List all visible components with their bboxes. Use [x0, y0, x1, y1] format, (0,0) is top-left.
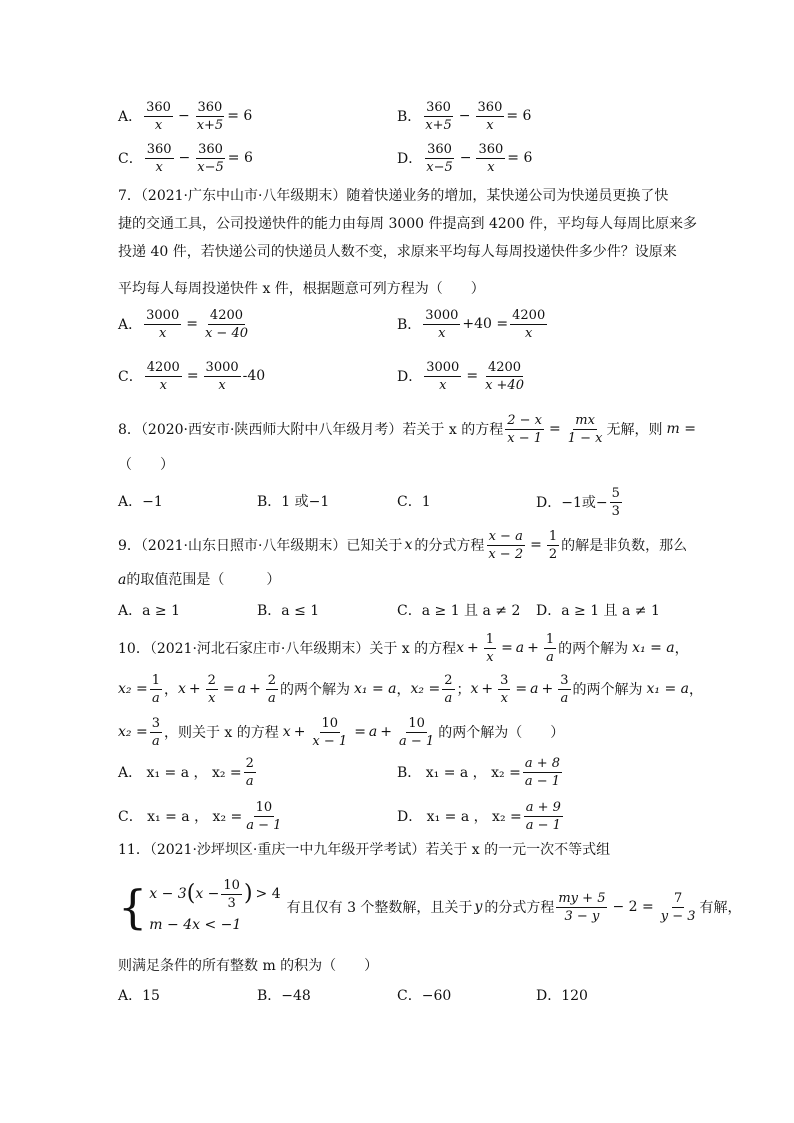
- fraction: $\frac{360}{x-5}$: [197, 141, 224, 175]
- q9-option-d: D．a ≥ 1 且 a ≠ 1: [536, 603, 660, 619]
- fraction: $\frac{360}{x}$: [146, 99, 171, 133]
- fraction: $\frac{360}{x+5}$: [196, 99, 224, 133]
- fraction: $\frac{4200}{x}$: [512, 307, 546, 341]
- q9-stem-line-2: a的取值范围是（ ）: [118, 572, 281, 588]
- option-label: A．: [118, 109, 143, 125]
- q9-option-a: A．a ≥ 1: [118, 603, 180, 619]
- q11-option-b: B．−48: [257, 988, 311, 1004]
- fraction: $\frac{4200}{x +40}$: [485, 359, 524, 393]
- fraction: $\frac{1}{a}$: [545, 631, 555, 665]
- q9-option-c: C．a ≥ 1 且 a ≠ 2: [397, 603, 521, 619]
- q11-stem-line-3: 则满足条件的所有整数 m 的积为（ ）: [118, 958, 379, 974]
- fraction: $\frac{4200}{x - 40}$: [204, 307, 248, 341]
- q6-option-c: C． $\frac{360}{x}$ − $\frac{360}{x-5}$ = 6: [118, 141, 253, 175]
- q10-stem-line-3: x₂ = $\frac{3}{a}$ ，则关于 x 的方程 x + $\frac{10}{x - 1}$ = a + $\frac{10}{a - 1}$ 的两个解为（ ）: [118, 715, 565, 749]
- q11-option-c: C．−60: [397, 988, 452, 1004]
- fraction: $\frac{2 - x}{x - 1}$: [507, 412, 542, 446]
- fraction: $\frac{10}{a - 1}$: [246, 799, 282, 833]
- q7-option-d: D． $\frac{3000}{x}$ = $\frac{4200}{x +40}$: [397, 359, 524, 393]
- fraction: $\frac{10}{3}$: [223, 877, 240, 911]
- fraction: $\frac{5}{3}$: [611, 485, 620, 519]
- q7-stem-line: 投递 40 件，若快递公司的快递员人数不变，求原来平均每人每周投递快件多少件？设原来: [118, 244, 677, 260]
- q10-option-a: A． x₁ = a ， x₂ = $\frac{2}{a}$: [118, 755, 254, 789]
- q11-option-a: A．15: [118, 988, 160, 1004]
- q8-option-d: D．−1或− $\frac{5}{3}$: [536, 485, 620, 519]
- fraction: $\frac{a + 9}{a - 1}$: [525, 799, 561, 833]
- q11-stem-line-1: 11．（2021·沙坪坝区·重庆一中九年级开学考试）若关于 x 的一元一次不等式组: [118, 842, 611, 858]
- fraction: $\frac{3000}{x}$: [205, 359, 239, 393]
- q8-option-c: C．1: [397, 494, 431, 510]
- fraction: $\frac{4200}{x}$: [146, 359, 180, 393]
- fraction: $\frac{2}{a}$: [267, 672, 277, 706]
- fraction: $\frac{2}{a}$: [245, 755, 254, 789]
- inequality-system: x − 3 ( x − $\frac{10}{3}$ ) > 4 m − 4x < −1: [149, 877, 281, 933]
- q9-option-b: B．a ≤ 1: [257, 603, 320, 619]
- q7-stem-line: 捷的交通工具，公司投递快件的能力由每周 3000 件提高到 4200 件，平均每人每周比原来多: [118, 216, 698, 232]
- q11-option-d: D．120: [536, 988, 588, 1004]
- option-label: C．: [118, 151, 143, 167]
- fraction: $\frac{360}{x}$: [146, 141, 172, 175]
- q8-stem: 8．（2020·西安市·陕西师大附中八年级月考）若关于 x 的方程 $\frac{2 - x}{x - 1}$ = $\frac{mx}{1 - x}$ 无解，则 m =: [118, 412, 696, 446]
- q10-option-d: D． x₁ = a ， x₂ = $\frac{a + 9}{a - 1}$: [397, 799, 561, 833]
- fraction: $\frac{360}{x-5}$: [426, 141, 453, 175]
- q7-option-b: B． $\frac{3000}{x}$ +40 = $\frac{4200}{x}$: [397, 307, 546, 341]
- q6-option-d: D． $\frac{360}{x-5}$ − $\frac{360}{x}$ = 6: [397, 141, 533, 175]
- fraction: $\frac{2}{a}$: [444, 672, 453, 706]
- fraction: $\frac{x - a}{x - 2}$: [488, 528, 524, 562]
- q8-answer-blank: （ ）: [118, 457, 174, 473]
- q7-option-a: A． $\frac{3000}{x}$ = $\frac{4200}{x - 40}$: [118, 307, 248, 341]
- fraction: $\frac{3000}{x}$: [425, 307, 459, 341]
- fraction: $\frac{360}{x}$: [478, 141, 504, 175]
- q10-stem-line-2: x₂ = $\frac{1}{a}$ ， x + $\frac{2}{x}$ = a + $\frac{2}{a}$ 的两个解为 x₁ = a ， x₂ = $\frac{2}{a}$ ； x + $\frac{3}{x}$ = a + $\frac{3}{a}$ 的两个解为 x₁ = a ，: [118, 672, 704, 706]
- fraction: $\frac{my + 5}{3 - y}$: [558, 890, 606, 924]
- q7-stem-line: 7．（2021·广东中山市·八年级期末）随着快递业务的增加，某快递公司为快递员更换了快: [118, 188, 669, 204]
- fraction: $\frac{1}{a}$: [151, 672, 160, 706]
- fraction: $\frac{2}{x}$: [207, 672, 216, 706]
- fraction: $\frac{1}{2}$: [548, 528, 558, 562]
- fraction: $\frac{10}{a - 1}$: [399, 715, 435, 749]
- fraction: $\frac{360}{x+5}$: [425, 99, 452, 133]
- q11-stem-line-2: { x − 3 ( x − $\frac{10}{3}$ ) > 4 m − 4x < −1 有且仅有 3 个整数解，且关于 y 的分式方程 $\frac{my + 5}{3 - y}$ − 2 = $\frac{7}{y - 3}$ 有解，: [118, 876, 742, 938]
- option-label: D．: [397, 151, 423, 167]
- fraction: $\frac{3}{a}$: [560, 672, 569, 706]
- fraction: $\frac{a + 8}{a - 1}$: [524, 755, 560, 789]
- fraction: $\frac{3}{x}$: [500, 672, 509, 706]
- q7-stem-line: 平均每人每周投递快件 x 件，根据题意可列方程为（ ）: [118, 281, 485, 297]
- fraction: $\frac{3000}{x}$: [146, 307, 180, 341]
- q7-option-c: C． $\frac{4200}{x}$ = $\frac{3000}{x}$ -40: [118, 359, 266, 393]
- q6-option-b: B． $\frac{360}{x+5}$ − $\frac{360}{x}$ = 6: [397, 99, 532, 133]
- q6-option-a: A． $\frac{360}{x}$ − $\frac{360}{x+5}$ = 6: [118, 99, 253, 133]
- q10-option-c: C． x₁ = a ， x₂ = $\frac{10}{a - 1}$: [118, 799, 282, 833]
- option-label: B．: [397, 109, 422, 125]
- fraction: $\frac{1}{x}$: [485, 631, 495, 665]
- fraction: $\frac{3000}{x}$: [426, 359, 460, 393]
- q8-option-b: B．1 或−1: [257, 494, 330, 510]
- fraction: $\frac{7}{y - 3}$: [660, 890, 696, 924]
- q10-option-b: B． x₁ = a ， x₂ = $\frac{a + 8}{a - 1}$: [397, 755, 560, 789]
- brace: {: [118, 880, 148, 934]
- q8-option-a: A．−1: [118, 494, 163, 510]
- fraction: $\frac{10}{x - 1}$: [312, 715, 348, 749]
- q9-stem: 9．（2021·山东日照市·八年级期末）已知关于 x 的分式方程 $\frac{x - a}{x - 2}$ = $\frac{1}{2}$ 的解是非负数，那么: [118, 528, 688, 562]
- fraction: $\frac{3}{a}$: [151, 715, 160, 749]
- fraction: $\frac{mx}{1 - x}$: [567, 412, 603, 446]
- fraction: $\frac{360}{x}$: [477, 99, 503, 133]
- q10-stem-line-1: 10．（2021·河北石家庄市·八年级期末）关于 x 的方程 x + $\frac{1}{x}$ = a + $\frac{1}{a}$ 的两个解为 x₁ = a ，: [118, 631, 689, 665]
